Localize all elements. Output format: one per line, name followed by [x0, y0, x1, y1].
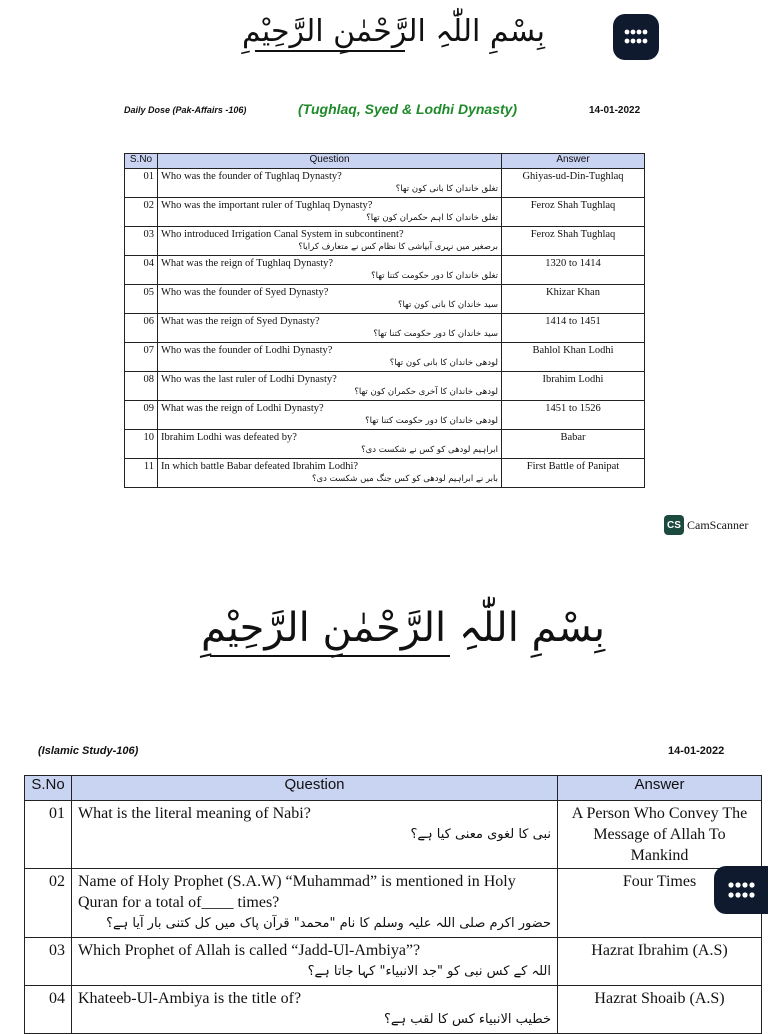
table-row	[25, 986, 762, 1034]
question-cell	[158, 401, 502, 430]
dynasty-quiz-table	[124, 153, 645, 488]
row-number: 03	[125, 227, 158, 256]
menu-button[interactable]	[613, 14, 659, 60]
question-text: Who was the founder of Lodhi Dynasty?	[161, 345, 333, 356]
question-text: Khateeb-Ul-Ambiya is the title of?	[78, 990, 302, 1007]
column-header-sno: S.No	[125, 154, 158, 169]
answer-cell: Four Times	[558, 869, 762, 938]
question-cell	[158, 372, 502, 401]
question-urdu-text: ابراہیم لودھی کو کس نے شکست دی؟	[361, 445, 498, 455]
menu-button-2[interactable]	[714, 866, 768, 914]
calligraphy-stroke-2	[210, 655, 450, 657]
question-text: In which battle Babar defeated Ibrahim Lodhi?	[161, 461, 359, 472]
question-urdu-text: تغلق خاندان کا اہم حکمران کون تھا؟	[366, 213, 498, 223]
table-row	[25, 801, 762, 869]
row-number: 01	[125, 169, 158, 198]
date: 14-01-2022	[589, 105, 641, 116]
question-cell	[72, 938, 558, 986]
bismillah-calligraphy-2	[150, 605, 605, 675]
question-cell	[158, 459, 502, 488]
answer-cell: 1320 to 1414	[502, 256, 645, 285]
answer-cell: 1451 to 1526	[502, 401, 645, 430]
question-cell	[158, 169, 502, 198]
answer-cell: Ghiyas-ud-Din-Tughlaq	[502, 169, 645, 198]
row-number: 04	[25, 986, 72, 1034]
row-number: 03	[25, 938, 72, 986]
table-row	[25, 869, 762, 938]
question-urdu-text: حضور اکرم صلی اللہ علیہ وسلم کا نام "محمد" قرآن پاک میں کل کتنی بار آیا ہے؟	[106, 916, 551, 931]
question-text: Who was the founder of Syed Dynasty?	[161, 287, 329, 298]
answer-cell: Feroz Shah Tughlaq	[502, 227, 645, 256]
subject-header: Daily Dose (Pak-Affairs -106)	[124, 105, 247, 115]
answer-cell: Feroz Shah Tughlaq	[502, 198, 645, 227]
question-text: Who was the important ruler of Tughlaq Dynasty?	[161, 200, 373, 211]
row-number: 05	[125, 285, 158, 314]
page-title: (Tughlaq, Syed & Lodhi Dynasty)	[298, 101, 518, 117]
row-number: 06	[125, 314, 158, 343]
row-number: 01	[25, 801, 72, 869]
table-row	[125, 343, 645, 372]
row-number: 07	[125, 343, 158, 372]
calligraphy-stroke	[255, 50, 405, 52]
row-number: 09	[125, 401, 158, 430]
answer-cell: Hazrat Ibrahim (A.S)	[558, 938, 762, 986]
question-text: Name of Holy Prophet (S.A.W) “Muhammad” is mentioned in Holy Quran for a total of____ times?	[78, 873, 516, 911]
table-row	[125, 459, 645, 488]
question-cell	[158, 198, 502, 227]
answer-cell: Babar	[502, 430, 645, 459]
question-urdu-text: برصغیر میں نہری آبپاشی کا نظام کس نے متعارف کرایا؟	[298, 242, 498, 252]
question-cell	[158, 343, 502, 372]
answer-cell: A Person Who Convey The Message of Allah To Mankind	[558, 801, 762, 869]
table-row	[25, 938, 762, 986]
table-row	[125, 285, 645, 314]
question-cell	[72, 986, 558, 1034]
question-urdu-text: اللہ کے کس نبی کو "جد الانبیاء" کہا جاتا ہے؟	[307, 964, 551, 979]
grid-menu-icon	[727, 879, 755, 901]
islamic-study-quiz-table	[24, 775, 762, 1034]
question-urdu-text: سید خاندان کا بانی کون تھا؟	[397, 300, 498, 310]
table-row	[125, 256, 645, 285]
column-header-question: Question	[158, 154, 502, 169]
question-cell	[158, 256, 502, 285]
question-text: What was the reign of Tughlaq Dynasty?	[161, 258, 334, 269]
row-number: 02	[125, 198, 158, 227]
question-text: Which Prophet of Allah is called “Jadd-Ul-Ambiya”?	[78, 942, 421, 959]
question-urdu-text: لودھی خاندان کا بانی کون تھا؟	[389, 358, 498, 368]
question-cell	[158, 314, 502, 343]
row-number: 11	[125, 459, 158, 488]
question-cell	[72, 801, 558, 869]
question-urdu-text: سید خاندان کا دور حکومت کتنا تھا؟	[373, 329, 498, 339]
question-cell	[158, 285, 502, 314]
bismillah-calligraphy	[215, 14, 545, 64]
bismillah-text-2: بِسْمِ اللّٰہِ الرَّحْمٰنِ الرَّحِیْمِ	[200, 605, 605, 651]
question-cell	[158, 227, 502, 256]
answer-cell: First Battle of Panipat	[502, 459, 645, 488]
question-urdu-text: نبی کا لغوی معنی کیا ہے؟	[410, 827, 551, 842]
camscanner-logo-icon: CS	[664, 515, 684, 535]
question-text: Who introduced Irrigation Canal System in subcontinent?	[161, 229, 404, 240]
answer-cell: Bahlol Khan Lodhi	[502, 343, 645, 372]
bismillah-text: بِسْمِ اللّٰہِ الرَّحْمٰنِ الرَّحِیْمِ	[241, 14, 545, 49]
question-text: What is the literal meaning of Nabi?	[78, 805, 311, 822]
table-row	[125, 198, 645, 227]
column-header-answer: Answer	[502, 154, 645, 169]
table-row	[125, 314, 645, 343]
column-header-question-2: Question	[72, 776, 558, 801]
table-row	[125, 372, 645, 401]
table-row	[125, 227, 645, 256]
question-cell	[158, 430, 502, 459]
question-text: What was the reign of Lodhi Dynasty?	[161, 403, 324, 414]
row-number: 04	[125, 256, 158, 285]
question-urdu-text: لودھی خاندان کا دور حکومت کتنا تھا؟	[365, 416, 498, 426]
date-2: 14-01-2022	[668, 745, 725, 757]
question-urdu-text: لودھی خاندان کا آخری حکمران کون تھا؟	[354, 387, 498, 397]
question-text: Who was the founder of Tughlaq Dynasty?	[161, 171, 342, 182]
answer-cell: Hazrat Shoaib (A.S)	[558, 986, 762, 1034]
question-cell	[72, 869, 558, 938]
question-text: What was the reign of Syed Dynasty?	[161, 316, 320, 327]
subject-header-2: (Islamic Study-106)	[38, 745, 139, 757]
question-text: Who was the last ruler of Lodhi Dynasty?	[161, 374, 337, 385]
answer-cell: 1414 to 1451	[502, 314, 645, 343]
row-number: 02	[25, 869, 72, 938]
camscanner-label: CamScanner	[687, 517, 749, 532]
row-number: 08	[125, 372, 158, 401]
answer-cell: Khizar Khan	[502, 285, 645, 314]
grid-menu-icon	[623, 27, 649, 47]
question-urdu-text: بابر نے ابراہیم لودھی کو کس جنگ میں شکست دی؟	[311, 474, 498, 484]
question-urdu-text: تغلق خاندان کا بانی کون تھا؟	[395, 184, 498, 194]
camscanner-watermark	[664, 515, 748, 535]
table-row	[125, 401, 645, 430]
answer-cell: Ibrahim Lodhi	[502, 372, 645, 401]
question-urdu-text: خطیب الانبیاء کس کا لقب ہے؟	[384, 1012, 551, 1027]
table-row	[125, 169, 645, 198]
row-number: 10	[125, 430, 158, 459]
table-row	[125, 430, 645, 459]
column-header-answer-2: Answer	[558, 776, 762, 801]
question-urdu-text: تغلق خاندان کا دور حکومت کتنا تھا؟	[371, 271, 498, 281]
question-text: Ibrahim Lodhi was defeated by?	[161, 432, 297, 443]
column-header-sno-2: S.No	[25, 776, 72, 801]
